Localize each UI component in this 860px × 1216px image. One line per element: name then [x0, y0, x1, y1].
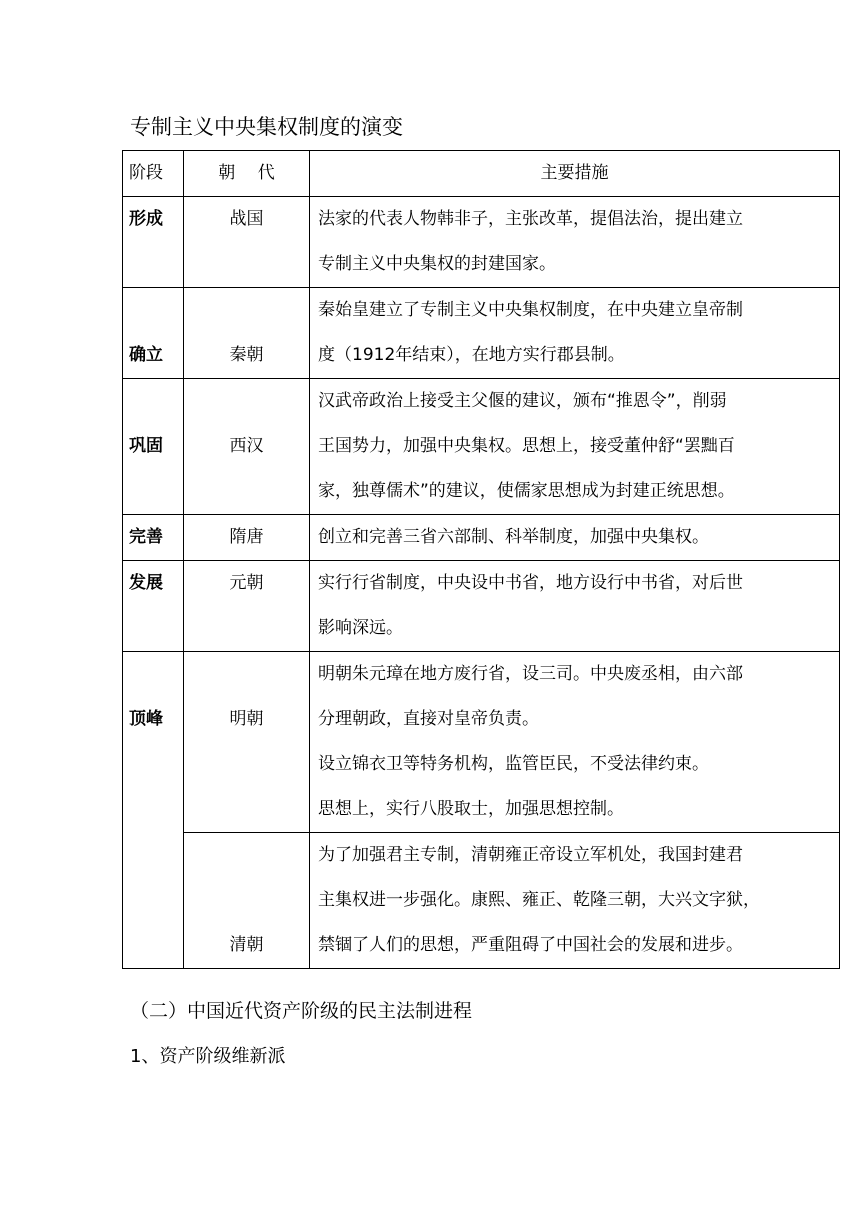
dynasty-cell: 战国 — [184, 197, 310, 288]
measure-line: 影响深远。 — [318, 618, 403, 638]
table-row — [123, 515, 840, 561]
measure-line: 为了加强君主专制，清朝雍正帝设立军机处，我国封建君 — [318, 845, 743, 865]
stage-cell: 发展 — [123, 561, 184, 652]
table-row — [123, 833, 840, 969]
measures-cell — [310, 652, 840, 833]
stage-cell: 确立 — [123, 288, 184, 379]
header-measures: 主要措施 — [310, 151, 840, 197]
stage-cell: 顶峰 — [123, 652, 184, 969]
measures-cell — [310, 288, 840, 379]
measures-cell — [310, 515, 840, 561]
measure-line: 主集权进一步强化。康熙、雍正、乾隆三朝，大兴文字狱， — [318, 890, 760, 910]
measure-line: 秦始皇建立了专制主义中央集权制度，在中央建立皇帝制 — [318, 300, 743, 320]
table-row — [123, 197, 840, 288]
measure-line: 度（1912年结束），在地方实行郡县制。 — [318, 345, 625, 365]
header-stage: 阶段 — [123, 151, 184, 197]
stage-cell: 形成 — [123, 197, 184, 288]
table-row — [123, 561, 840, 652]
table-header-row — [123, 151, 840, 197]
dynasty-cell: 明朝 — [184, 652, 310, 833]
measure-line: 明朝朱元璋在地方废行省，设三司。中央废丞相，由六部 — [318, 664, 743, 684]
measure-line: 禁锢了人们的思想，严重阻碍了中国社会的发展和进步。 — [318, 935, 743, 955]
dynasty-cell: 秦朝 — [184, 288, 310, 379]
centralization-evolution-table — [122, 150, 840, 969]
measure-line: 分理朝政，直接对皇帝负责。 — [318, 709, 539, 729]
measure-line: 专制主义中央集权的封建国家。 — [318, 254, 556, 274]
measure-line: 实行行省制度，中央设中书省，地方设行中书省，对后世 — [318, 573, 743, 593]
dynasty-cell: 元朝 — [184, 561, 310, 652]
measure-line: 汉武帝政治上接受主父偃的建议，颁布“推恩令”，削弱 — [318, 391, 727, 411]
header-dynasty: 朝 代 — [184, 151, 310, 197]
sub-heading: 1、资产阶级维新派 — [130, 1046, 286, 1067]
dynasty-cell: 清朝 — [184, 833, 310, 969]
measure-line: 法家的代表人物韩非子，主张改革，提倡法治，提出建立 — [318, 209, 743, 229]
stage-cell: 巩固 — [123, 379, 184, 515]
measure-line: 设立锦衣卫等特务机构，监管臣民，不受法律约束。 — [318, 754, 709, 774]
document-title: 专制主义中央集权制度的演变 — [130, 115, 403, 139]
measure-line: 家，独尊儒术”的建议，使儒家思想成为封建正统思想。 — [318, 481, 735, 501]
measures-cell — [310, 197, 840, 288]
section-heading: （二）中国近代资产阶级的民主法制进程 — [130, 1000, 473, 1022]
measures-cell — [310, 833, 840, 969]
measure-line: 思想上，实行八股取士，加强思想控制。 — [318, 799, 624, 819]
measures-cell — [310, 379, 840, 515]
measure-line: 王国势力，加强中央集权。思想上，接受董仲舒“罢黜百 — [318, 436, 735, 456]
dynasty-cell: 隋唐 — [184, 515, 310, 561]
table-row — [123, 652, 840, 833]
dynasty-cell: 西汉 — [184, 379, 310, 515]
measure-line: 创立和完善三省六部制、科举制度，加强中央集权。 — [318, 527, 709, 547]
stage-cell: 完善 — [123, 515, 184, 561]
table-row — [123, 288, 840, 379]
table-row — [123, 379, 840, 515]
measures-cell — [310, 561, 840, 652]
